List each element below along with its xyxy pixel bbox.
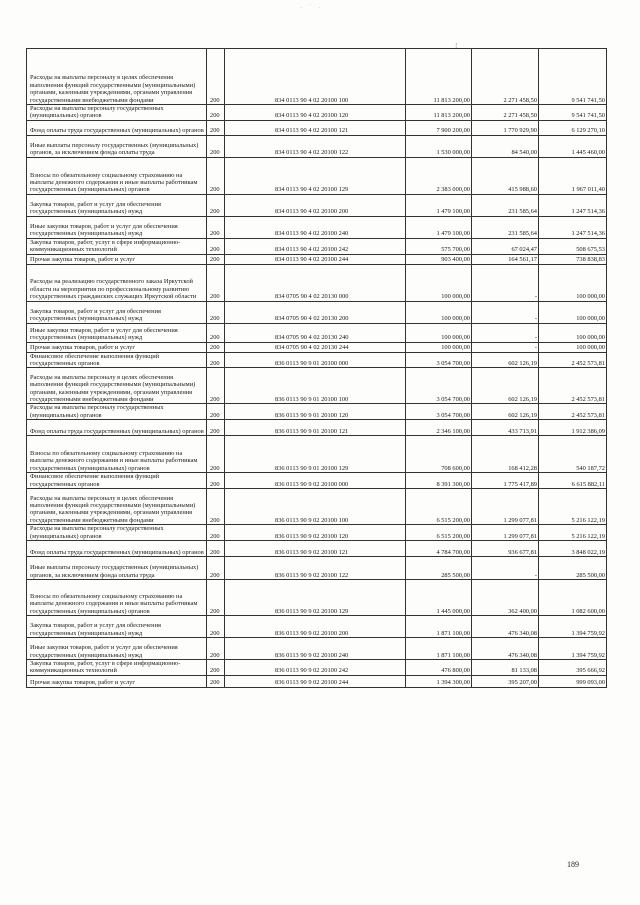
cell-code: 834 0113 90 4 02 20100 122: [225, 135, 406, 157]
cell-remaining: 100 000,00: [539, 301, 607, 323]
cell-executed: 1 770 929,90: [472, 120, 539, 135]
cell-code: 834 0705 90 4 02 20130 240: [225, 323, 406, 342]
cell-remaining: 2 452 573,81: [539, 352, 607, 368]
cell-remaining: 1 967 011,40: [539, 157, 607, 194]
cell-executed: 1 775 417,89: [472, 473, 539, 489]
cell-line: 200: [207, 264, 225, 301]
table-row: [27, 135, 607, 157]
cell-code: 834 0113 90 4 02 20100 240: [225, 216, 406, 238]
cell-code: 836 0113 90 9 01 20100 121: [225, 420, 406, 436]
cell-name: Иные закупки товаров, работ и услуг для обеспечения государственных (муниципальных) нужд: [27, 638, 207, 660]
cell-name: Расходы на выплаты персоналу в целях обеспечения выполнения функций государственными (муниципальными) органами, казенными учреждениями, органами управления государственными внебюджетными фондами: [27, 368, 207, 404]
cell-line: 200: [207, 238, 225, 254]
cell-line: 200: [207, 675, 225, 687]
cell-remaining: 540 187,72: [539, 436, 607, 473]
cell-remaining: 5 216 122,19: [539, 489, 607, 525]
cell-executed: 476 340,08: [472, 616, 539, 638]
cell-executed: 1 299 077,81: [472, 525, 539, 541]
cell-code: 836 0113 90 9 02 20100 100: [225, 489, 406, 525]
cell-code: 834 0113 90 4 02 20100 242: [225, 238, 406, 254]
cell-line: 200: [207, 216, 225, 238]
cell-name: Расходы на выплаты персоналу государственных (муниципальных) органов: [27, 105, 207, 121]
cell-code: 836 0113 90 9 02 20100 244: [225, 675, 406, 687]
cell-line: 200: [207, 254, 225, 264]
cell-line: 200: [207, 342, 225, 352]
cell-line: 200: [207, 368, 225, 404]
cell-executed: 164 561,17: [472, 254, 539, 264]
table-row: [27, 660, 607, 676]
cell-remaining: 9 541 741,50: [539, 105, 607, 121]
cell-approved: 3 054 700,00: [406, 352, 472, 368]
cell-remaining: 5 216 122,19: [539, 525, 607, 541]
cell-code: 836 0113 90 9 02 20100 000: [225, 473, 406, 489]
table-row: [27, 368, 607, 404]
table-row: [27, 254, 607, 264]
table-row: [27, 616, 607, 638]
cell-line: 200: [207, 49, 225, 105]
cell-name: Расходы на выплаты персоналу в целях обеспечения выполнения функций государственными (муниципальными) органами, казенными учреждениями, органами управления государственными внебюджетными фондами: [27, 489, 207, 525]
cell-approved: 2 383 000,00: [406, 157, 472, 194]
cell-line: 200: [207, 120, 225, 135]
cell-code: 834 0113 90 4 02 20100 129: [225, 157, 406, 194]
cell-line: 200: [207, 525, 225, 541]
table-row: [27, 557, 607, 580]
cell-remaining: 6 615 882,11: [539, 473, 607, 489]
cell-code: 834 0705 90 4 02 20130 000: [225, 264, 406, 301]
cell-name: Иные выплаты персоналу государственных (муниципальных) органов, за исключением фонда оплаты труда: [27, 557, 207, 580]
cell-executed: -: [472, 557, 539, 580]
cell-line: 200: [207, 135, 225, 157]
cell-name: Закупка товаров, работ, услуг в сфере информационно-коммуникационных технологий: [27, 238, 207, 254]
scan-mark: ¦: [455, 42, 458, 50]
cell-name: Финансовое обеспечение выполнения функций государственных органов: [27, 473, 207, 489]
table-row: [27, 352, 607, 368]
table-row: [27, 301, 607, 323]
cell-executed: 602 126,19: [472, 368, 539, 404]
cell-approved: 100 000,00: [406, 301, 472, 323]
cell-remaining: 3 848 022,19: [539, 541, 607, 557]
cell-executed: 602 126,19: [472, 352, 539, 368]
cell-approved: 1 530 000,00: [406, 135, 472, 157]
cell-line: 200: [207, 489, 225, 525]
cell-executed: 231 585,64: [472, 216, 539, 238]
cell-name: Расходы на выплаты персоналу государственных (муниципальных) органов: [27, 404, 207, 420]
cell-executed: 84 540,00: [472, 135, 539, 157]
cell-approved: 4 784 700,00: [406, 541, 472, 557]
cell-remaining: 2 452 573,81: [539, 404, 607, 420]
cell-approved: 3 054 700,00: [406, 404, 472, 420]
cell-name: Прочая закупка товаров, работ и услуг: [27, 254, 207, 264]
cell-remaining: 6 129 270,10: [539, 120, 607, 135]
cell-line: 200: [207, 660, 225, 676]
table-row: [27, 216, 607, 238]
cell-executed: 168 412,28: [472, 436, 539, 473]
cell-line: 200: [207, 473, 225, 489]
cell-remaining: 1 082 600,00: [539, 580, 607, 616]
table-row: [27, 541, 607, 557]
cell-line: 200: [207, 352, 225, 368]
cell-name: Расходы на реализацию государственного заказа Иркутской области на мероприятия по профессиональному развитию государственных гражданских служащих Иркутской области: [27, 264, 207, 301]
cell-approved: 3 054 700,00: [406, 368, 472, 404]
cell-line: 200: [207, 616, 225, 638]
cell-approved: 11 813 200,00: [406, 105, 472, 121]
table-row: [27, 580, 607, 616]
cell-code: 836 0113 90 9 01 20100 129: [225, 436, 406, 473]
cell-code: 834 0705 90 4 02 20130 200: [225, 301, 406, 323]
table-row: [27, 525, 607, 541]
cell-code: 836 0113 90 9 01 20100 000: [225, 352, 406, 368]
cell-name: Иные выплаты персоналу государственных (муниципальных) органов, за исключением фонда оплаты труда: [27, 135, 207, 157]
budget-execution-table: [26, 48, 607, 688]
cell-executed: 231 585,64: [472, 194, 539, 216]
cell-code: 834 0113 90 4 02 20100 121: [225, 120, 406, 135]
cell-approved: 1 871 100,00: [406, 616, 472, 638]
cell-name: Фонд оплаты труда государственных (муниципальных) органов: [27, 420, 207, 436]
table-row: [27, 420, 607, 436]
cell-approved: 285 500,00: [406, 557, 472, 580]
table-row: [27, 404, 607, 420]
cell-name: Прочая закупка товаров, работ и услуг: [27, 675, 207, 687]
cell-remaining: 508 675,53: [539, 238, 607, 254]
cell-executed: 395 207,00: [472, 675, 539, 687]
cell-line: 200: [207, 580, 225, 616]
cell-name: Взносы по обязательному социальному страхованию на выплаты денежного содержания и иные выплаты работникам государственных (муниципальных) органов: [27, 157, 207, 194]
cell-code: 836 0113 90 9 02 20100 120: [225, 525, 406, 541]
cell-remaining: 9 541 741,50: [539, 49, 607, 105]
cell-name: Иные закупки товаров, работ и услуг для обеспечения государственных (муниципальных) нужд: [27, 323, 207, 342]
cell-code: 834 0113 90 4 02 20100 120: [225, 105, 406, 121]
table-row: [27, 436, 607, 473]
cell-remaining: 285 500,00: [539, 557, 607, 580]
cell-remaining: 1 394 759,92: [539, 616, 607, 638]
cell-executed: -: [472, 264, 539, 301]
cell-executed: 415 988,60: [472, 157, 539, 194]
cell-name: Фонд оплаты труда государственных (муниципальных) органов: [27, 541, 207, 557]
cell-code: 836 0113 90 9 02 20100 121: [225, 541, 406, 557]
cell-executed: 476 340,08: [472, 638, 539, 660]
cell-remaining: 100 000,00: [539, 264, 607, 301]
cell-approved: 100 000,00: [406, 264, 472, 301]
cell-approved: 1 479 100,00: [406, 216, 472, 238]
cell-executed: 2 271 458,50: [472, 105, 539, 121]
cell-line: 200: [207, 541, 225, 557]
cell-remaining: 1 912 386,09: [539, 420, 607, 436]
cell-code: 836 0113 90 9 01 20100 100: [225, 368, 406, 404]
cell-code: 836 0113 90 9 02 20100 240: [225, 638, 406, 660]
cell-line: 200: [207, 323, 225, 342]
table-row: [27, 120, 607, 135]
cell-name: Финансовое обеспечение выполнения функций государственных органов: [27, 352, 207, 368]
cell-line: 200: [207, 157, 225, 194]
cell-executed: 362 400,00: [472, 580, 539, 616]
cell-code: 834 0705 90 4 02 20130 244: [225, 342, 406, 352]
cell-approved: 1 479 100,00: [406, 194, 472, 216]
cell-remaining: 1 247 514,36: [539, 216, 607, 238]
cell-approved: 1 871 100,00: [406, 638, 472, 660]
cell-name: Расходы на выплаты персоналу государственных (муниципальных) органов: [27, 525, 207, 541]
table-row: [27, 489, 607, 525]
table-row: [27, 49, 607, 105]
page-number: 189: [567, 860, 579, 869]
cell-approved: 6 515 200,00: [406, 525, 472, 541]
cell-code: 834 0113 90 4 02 20100 244: [225, 254, 406, 264]
cell-executed: 81 133,08: [472, 660, 539, 676]
table-row: [27, 194, 607, 216]
cell-line: 200: [207, 638, 225, 660]
cell-approved: 11 813 200,00: [406, 49, 472, 105]
cell-code: 836 0113 90 9 02 20100 129: [225, 580, 406, 616]
cell-approved: 1 394 300,00: [406, 675, 472, 687]
cell-executed: 433 713,91: [472, 420, 539, 436]
cell-line: 200: [207, 194, 225, 216]
cell-name: Закупка товаров, работ и услуг для обеспечения государственных (муниципальных) нужд: [27, 194, 207, 216]
cell-line: 200: [207, 436, 225, 473]
cell-approved: 575 700,00: [406, 238, 472, 254]
cell-remaining: 100 000,00: [539, 323, 607, 342]
table-body: [27, 49, 607, 688]
cell-line: 200: [207, 301, 225, 323]
cell-approved: 100 000,00: [406, 323, 472, 342]
table-row: [27, 342, 607, 352]
cell-approved: 8 391 300,00: [406, 473, 472, 489]
cell-remaining: 395 666,92: [539, 660, 607, 676]
cell-name: Иные закупки товаров, работ и услуг для обеспечения государственных (муниципальных) нужд: [27, 216, 207, 238]
cell-approved: 6 515 200,00: [406, 489, 472, 525]
cell-remaining: 738 838,83: [539, 254, 607, 264]
cell-line: 200: [207, 420, 225, 436]
cell-executed: 2 271 458,50: [472, 49, 539, 105]
cell-name: Закупка товаров, работ и услуг для обеспечения государственных (муниципальных) нужд: [27, 616, 207, 638]
table-row: [27, 105, 607, 121]
cell-name: Фонд оплаты труда государственных (муниципальных) органов: [27, 120, 207, 135]
cell-approved: 2 346 100,00: [406, 420, 472, 436]
cell-executed: 602 126,19: [472, 404, 539, 420]
cell-executed: -: [472, 342, 539, 352]
cell-remaining: 1 394 759,92: [539, 638, 607, 660]
cell-code: 836 0113 90 9 02 20100 200: [225, 616, 406, 638]
cell-line: 200: [207, 105, 225, 121]
cell-name: Прочая закупка товаров, работ и услуг: [27, 342, 207, 352]
cell-remaining: 100 000,00: [539, 342, 607, 352]
cell-name: Взносы по обязательному социальному страхованию на выплаты денежного содержания и иные выплаты работникам государственных (муниципальных) органов: [27, 580, 207, 616]
cell-executed: 936 677,81: [472, 541, 539, 557]
cell-code: 834 0113 90 4 02 20100 200: [225, 194, 406, 216]
cell-remaining: 1 445 460,00: [539, 135, 607, 157]
table-row: [27, 473, 607, 489]
cell-name: Взносы по обязательному социальному страхованию на выплаты денежного содержания и иные выплаты работникам государственных (муниципальных) органов: [27, 436, 207, 473]
cell-executed: -: [472, 301, 539, 323]
table-row: [27, 323, 607, 342]
cell-executed: 67 024,47: [472, 238, 539, 254]
cell-name: Закупка товаров, работ, услуг в сфере информационно-коммуникационных технологий: [27, 660, 207, 676]
cell-approved: 708 600,00: [406, 436, 472, 473]
cell-remaining: 999 093,00: [539, 675, 607, 687]
cell-approved: 100 000,00: [406, 342, 472, 352]
cell-remaining: 2 452 573,81: [539, 368, 607, 404]
cell-line: 200: [207, 557, 225, 580]
cell-executed: 1 299 077,81: [472, 489, 539, 525]
cell-approved: 7 900 200,00: [406, 120, 472, 135]
scan-noise: · ˙ ·: [300, 4, 323, 12]
cell-approved: 903 400,00: [406, 254, 472, 264]
cell-name: Расходы на выплаты персоналу в целях обеспечения выполнения функций государственными (муниципальными) органами, казенными учреждениями, органами управления государственными внебюджетными фондами: [27, 49, 207, 105]
cell-code: 836 0113 90 9 02 20100 242: [225, 660, 406, 676]
cell-line: 200: [207, 404, 225, 420]
table-row: [27, 264, 607, 301]
table-row: [27, 675, 607, 687]
cell-code: 836 0113 90 9 02 20100 122: [225, 557, 406, 580]
table-row: [27, 157, 607, 194]
table-row: [27, 638, 607, 660]
cell-executed: -: [472, 323, 539, 342]
cell-code: 836 0113 90 9 01 20100 120: [225, 404, 406, 420]
table-row: [27, 238, 607, 254]
cell-remaining: 1 247 514,36: [539, 194, 607, 216]
cell-code: 834 0113 90 4 02 20100 100: [225, 49, 406, 105]
cell-name: Закупка товаров, работ и услуг для обеспечения государственных (муниципальных) нужд: [27, 301, 207, 323]
cell-approved: 476 800,00: [406, 660, 472, 676]
cell-approved: 1 445 000,00: [406, 580, 472, 616]
